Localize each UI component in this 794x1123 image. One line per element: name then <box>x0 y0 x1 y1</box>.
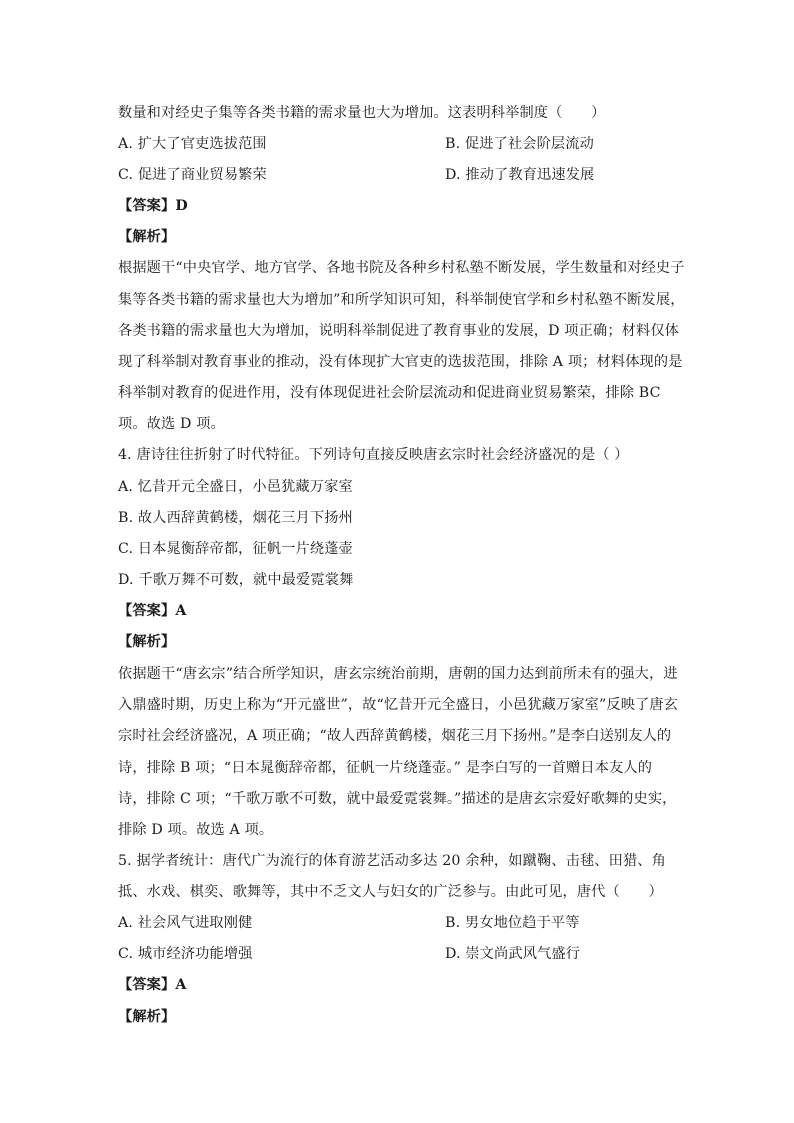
q4-option-d: D. 千歌万舞不可数，就中最爱霓裳舞 <box>118 572 354 588</box>
q5-stem-line: 抵、水戏、棋奕、歌舞等，其中不乏文人与妇女的广泛参与。由此可见，唐代（ ） <box>118 884 663 900</box>
q3-analysis-line: 根据题干“中央官学、地方官学、各地书院及各种乡村私塾不断发展，学生数量和对经史子 <box>118 260 685 276</box>
q3-analysis-line: 集等各类书籍的需求量也大为增加”和所学知识可知，科举制使官学和乡村私塾不断发展， <box>118 292 685 308</box>
q3-analysis-line: 科举制对教育的促进作用，没有体现促进社会阶层流动和促进商业贸易繁荣，排除 BC <box>118 385 661 401</box>
q5-analysis-label: 【解析】 <box>118 1009 176 1025</box>
q5-answer: 【答案】A <box>118 977 187 993</box>
q4-analysis-line: 诗，排除 B 项；“日本晁衡辞帝都，征帆一片绕蓬壶。” 是李白写的一首赠日本友人的 <box>118 760 653 776</box>
q4-answer: 【答案】A <box>118 603 187 619</box>
q3-option-c: C. 促进了商业贸易繁荣 <box>118 167 267 183</box>
q5-stem-line: 5. 据学者统计：唐代广为流行的体育游艺活动多达 20 余种，如蹴鞠、击毬、田猎、角 <box>118 853 666 869</box>
q3-option-a: A. 扩大了官吏选拔范围 <box>118 136 267 152</box>
q3-answer: 【答案】D <box>118 198 188 214</box>
q5-option-d: D. 崇文尚武风气盛行 <box>445 946 581 962</box>
q4-analysis-line: 入鼎盛时期，历史上称为“开元盛世”，故“忆昔开元全盛日，小邑犹藏万家室”反映了唐玄 <box>118 697 679 713</box>
q4-option-b: B. 故人西辞黄鹤楼，烟花三月下扬州 <box>118 510 353 526</box>
q4-stem: 4. 唐诗往往折射了时代特征。下列诗句直接反映唐玄宗时社会经济盛况的是（ ） <box>118 447 629 463</box>
q5-option-c: C. 城市经济功能增强 <box>118 946 253 962</box>
q4-analysis-line: 排除 D 项。故选 A 项。 <box>118 822 274 838</box>
q3-analysis-line: 各类书籍的需求量也大为增加，说明科举制促进了教育事业的发展，D 项正确；材料仅体 <box>118 323 680 339</box>
q4-analysis-label: 【解析】 <box>118 634 176 650</box>
q3-analysis-line: 项。故选 D 项。 <box>118 416 225 432</box>
q5-option-a: A. 社会风气进取刚健 <box>118 915 253 931</box>
q3-option-b: B. 促进了社会阶层流动 <box>445 136 594 152</box>
q4-option-c: C. 日本晁衡辞帝都，征帆一片绕蓬壶 <box>118 541 353 557</box>
q4-option-a: A. 忆昔开元全盛日，小邑犹藏万家室 <box>118 479 353 495</box>
q3-option-d: D. 推动了教育迅速发展 <box>445 167 595 183</box>
q3-analysis-line: 现了科举制对教育事业的推动，没有体现扩大官吏的选拔范围，排除 A 项；材料体现的是 <box>118 354 683 370</box>
q4-analysis-line: 宗时社会经济盛况，A 项正确；“故人西辞黄鹤楼，烟花三月下扬州。”是李白送别友人的 <box>118 728 672 744</box>
q5-option-b: B. 男女地位趋于平等 <box>445 915 580 931</box>
q4-analysis-line: 依据题干“唐玄宗”结合所学知识，唐玄宗统治前期，唐朝的国力达到前所未有的强大，进 <box>118 666 678 682</box>
q3-analysis-label: 【解析】 <box>118 229 176 245</box>
q3-stem-tail: 数量和对经史子集等各类书籍的需求量也大为增加。这表明科举制度（ ） <box>118 105 606 121</box>
q4-analysis-line: 诗，排除 C 项；“千歌万歌不可数，就中最爱霓裳舞。”描述的是唐玄宗爱好歌舞的史实， <box>118 791 677 807</box>
